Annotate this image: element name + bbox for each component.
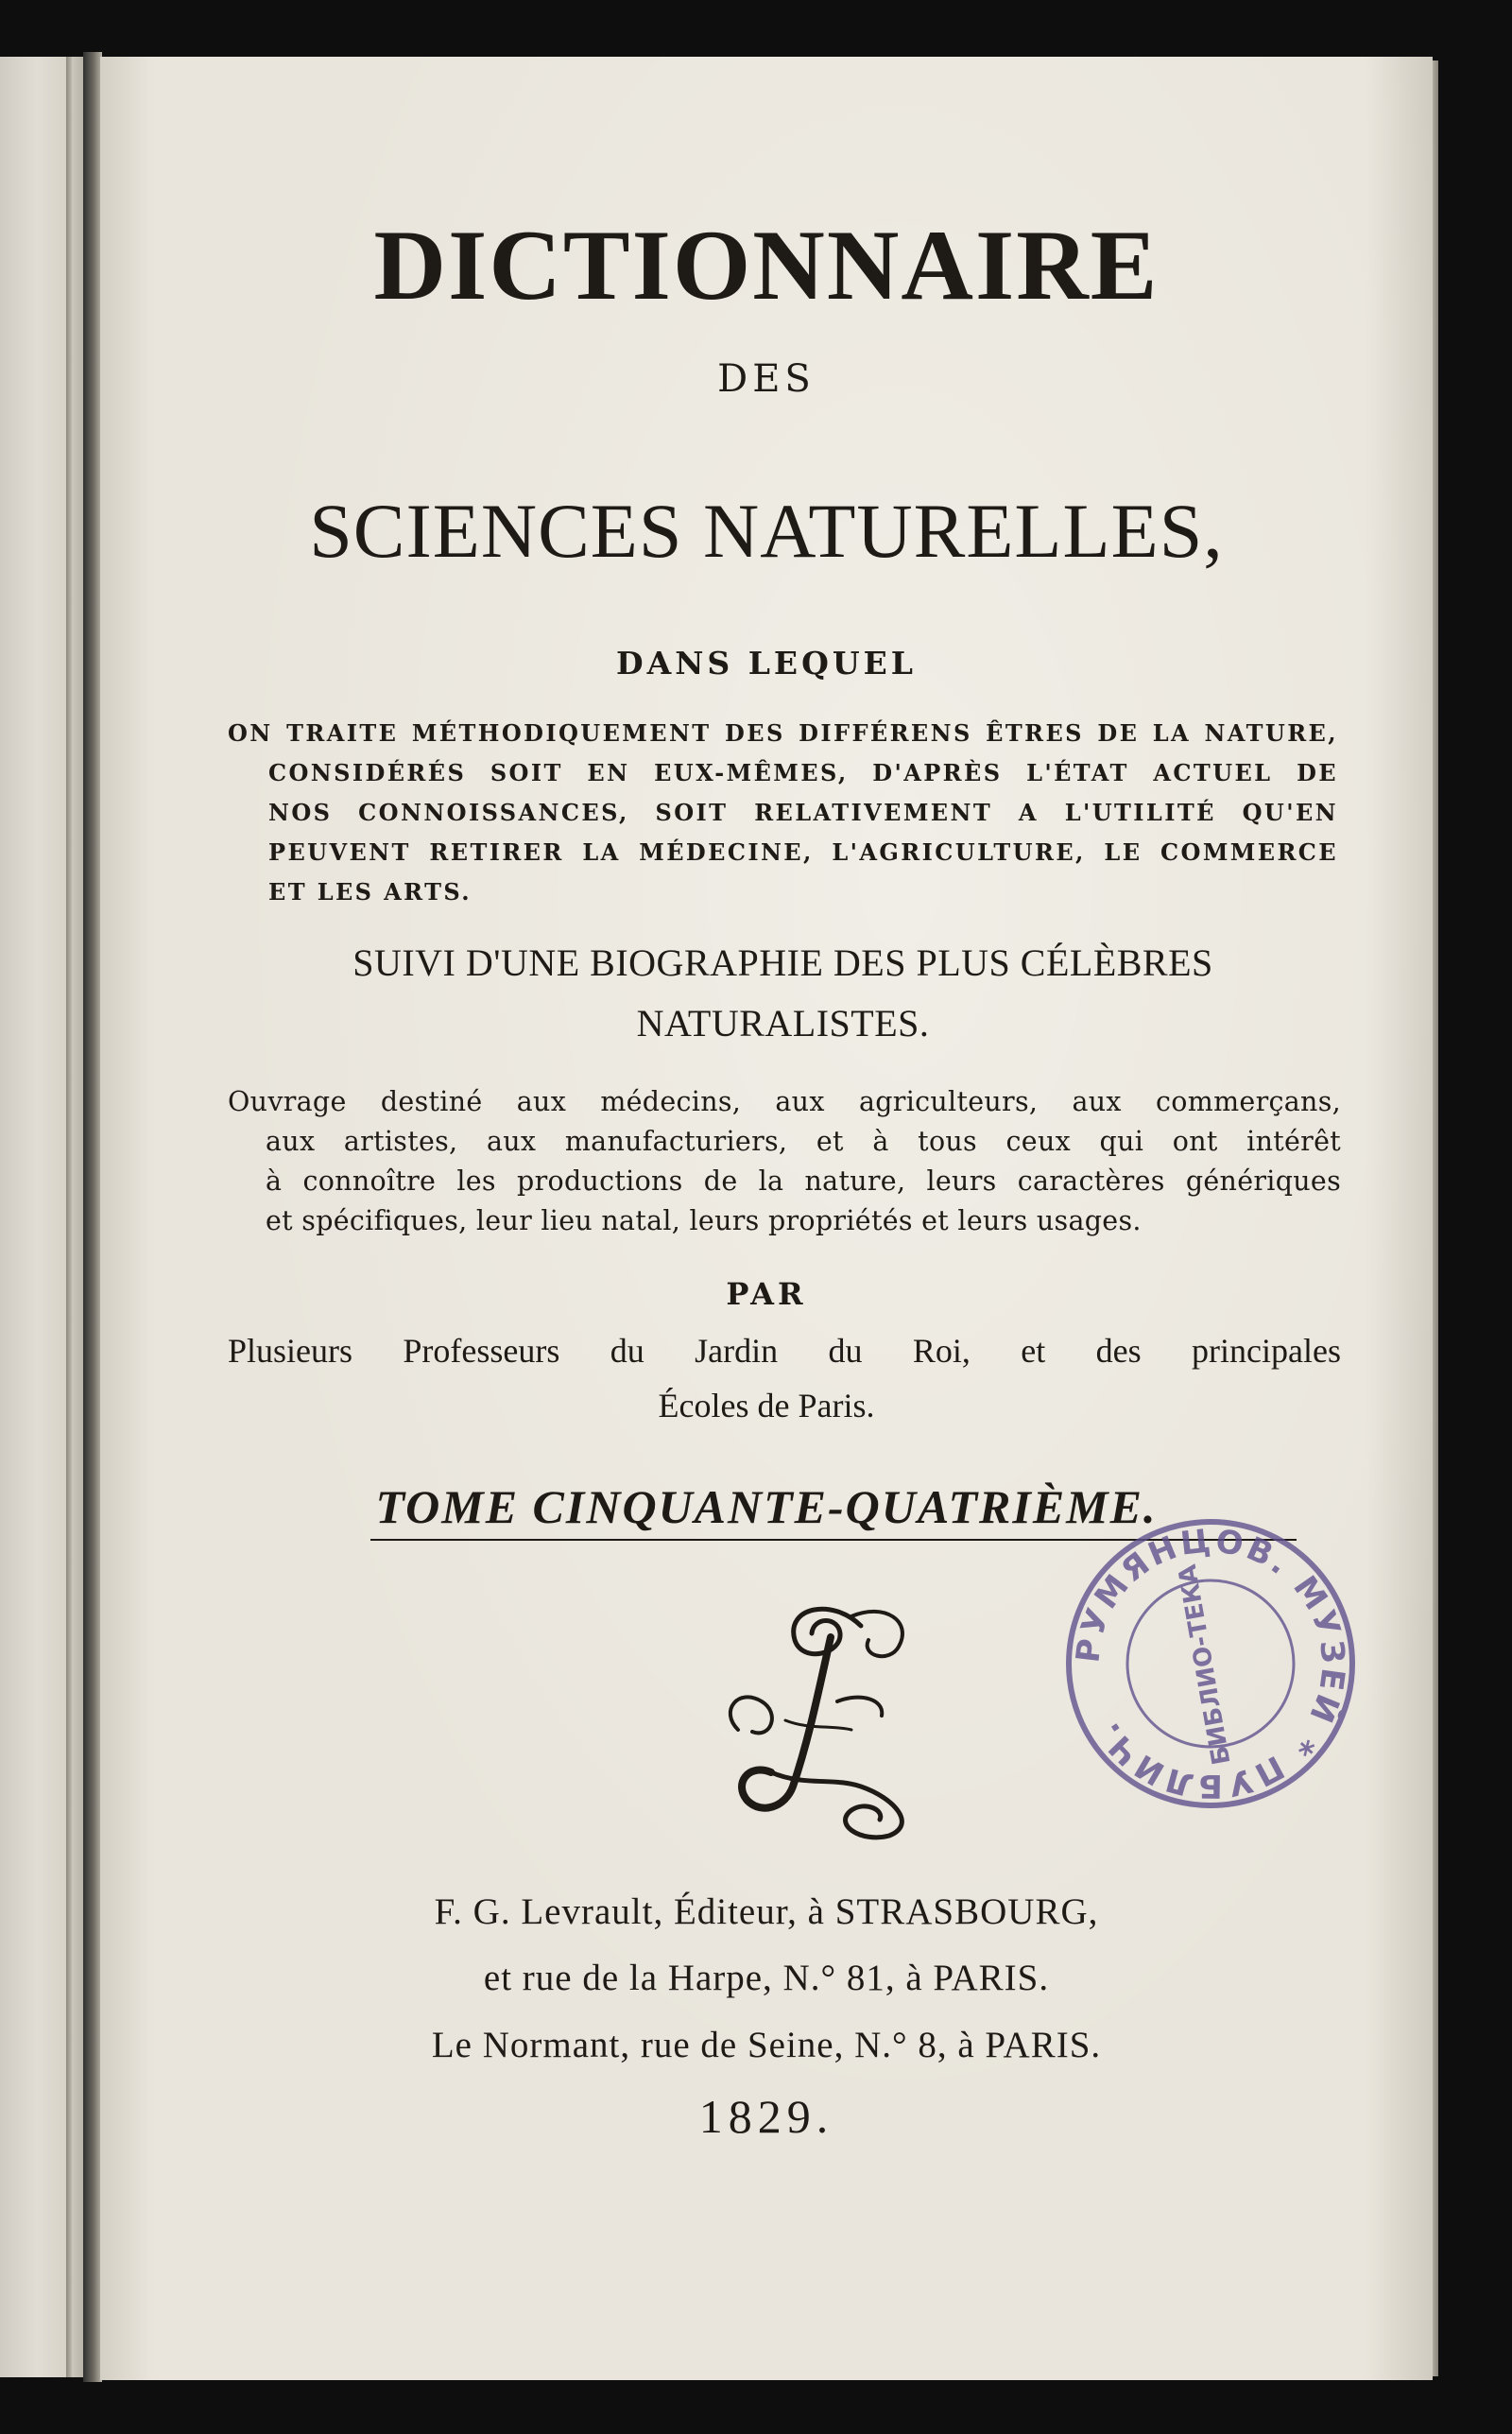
description-line-5: ET LES ARTS. xyxy=(268,878,472,906)
description-line-1: ON TRAITE MÉTHODIQUEMENT DES DIFFÉRENS ÊTRES DE LA NATURE, xyxy=(228,719,1338,747)
description-line-4: PEUVENT RETIRER LA MÉDECINE, L'AGRICULTURE, LE COMMERCE xyxy=(268,838,1338,866)
svg-text:БИБЛИО-ТЕКА: БИБЛИО-ТЕКА xyxy=(1173,1562,1237,1768)
library-stamp-icon xyxy=(1059,1512,1362,1815)
imprint-line-2: et rue de la Harpe, N.° 81, à PARIS. xyxy=(483,1958,1050,1998)
authors-line-2: Écoles de Paris. xyxy=(658,1387,875,1424)
description-line-3: NOS CONNOISSANCES, SOIT RELATIVEMENT A L'UTILITÉ QU'EN xyxy=(268,799,1338,826)
ouvrage-line-3: à connoître les productions de la nature, leurs caractères génériques xyxy=(266,1165,1341,1197)
publisher-monogram-icon xyxy=(719,1588,936,1843)
ouvrage-line-4: et spécifiques, leur lieu natal, leurs propriétés et leurs usages. xyxy=(266,1205,1142,1236)
book-subtitle: SCIENCES NATURELLES, xyxy=(309,488,1224,574)
title-page xyxy=(100,57,1433,2380)
volume-number: TOME CINQUANTE-QUATRIÈME. xyxy=(375,1480,1158,1533)
ouvrage-line-1: Ouvrage destiné aux médecins, aux agriculteurs, aux commerçans, xyxy=(228,1086,1341,1117)
imprint-line-3: Le Normant, rue de Seine, N.° 8, à PARIS. xyxy=(431,2025,1102,2065)
publication-year: 1829. xyxy=(698,2090,834,2143)
book-gutter xyxy=(83,52,102,2382)
imprint-line-1: F. G. Levrault, Éditeur, à STRASBOURG, xyxy=(434,1891,1099,1932)
title-connector: DES xyxy=(717,357,816,401)
ouvrage-line-2: aux artistes, aux manufacturiers, et à tous ceux qui ont intérêt xyxy=(266,1126,1341,1157)
suivi-line-2: NATURALISTES. xyxy=(636,1002,930,1044)
book-title: DICTIONNAIRE xyxy=(373,210,1160,320)
left-page-fold xyxy=(66,57,72,2377)
par-heading: PAR xyxy=(726,1276,807,1312)
authors-line-1: Plusieurs Professeurs du Jardin du Roi, et des principales xyxy=(228,1332,1341,1370)
description-line-2: CONSIDÉRÉS SOIT EN EUX-MÊMES, D'APRÈS L'ÉTAT ACTUEL DE xyxy=(268,759,1338,786)
suivi-line-1: SUIVI D'UNE BIOGRAPHIE DES PLUS CÉLÈBRES xyxy=(352,941,1213,984)
dans-lequel-heading: DANS LEQUEL xyxy=(616,645,917,682)
left-page-edge xyxy=(0,57,93,2377)
svg-text:РУМЯНЦОВ. МУЗЕЙ * ПУБЛИЧ.: РУМЯНЦОВ. МУЗЕЙ * ПУБЛИЧ. xyxy=(1069,1522,1352,1805)
